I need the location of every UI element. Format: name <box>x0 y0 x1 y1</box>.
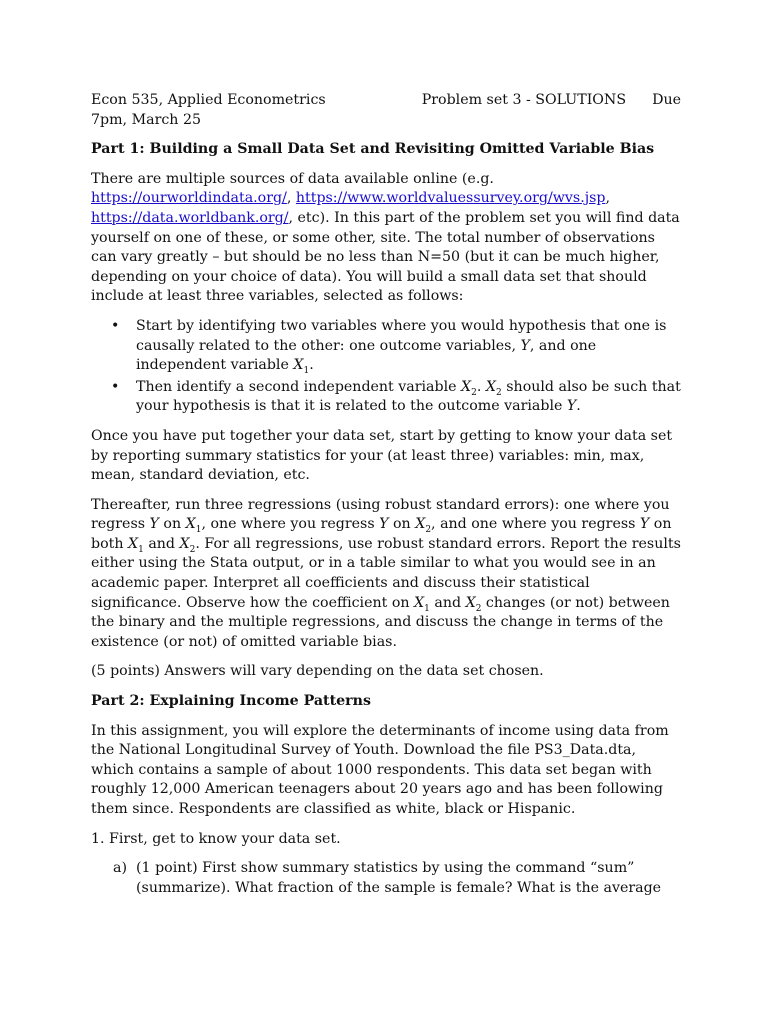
subpart-marker: a) <box>113 860 127 877</box>
due-label: Due <box>652 92 681 108</box>
question-1: 1. First, get to know your data set. <box>91 830 341 847</box>
regression-paragraph: Thereafter, run three regressions (using robust standard errors): one where you regress Y on $X_1$, one where you regress Y on $X_2$, and one where you regress Y on both $X_1$ and $X_2$. For all regressions, use robust standard errors. Report the results either using the Stata output, or in a table similar to what you would see in an academic paper. Interpret all coefficients and discuss their statistical significance. Observe how the coefficient on $X_1$ and $X_2$ changes (or not) between the binary and the multiple regressions, and discuss the change in terms of the existence (or not) of omitted variable bias. <box>91 496 681 650</box>
part1-intro: There are multiple sources of data available online (e.g. https://ourworldindata.org/, https://www.worldvaluessurvey.org/wvs.jsp, https://data.worldbank.org/, etc). In this part of the problem set you will find data yourself on one of these, or some other, site. The total number of observations can vary greatly – but should be no less than N=50 (but it can be much higher, depending on your choice of data). You will build a small data set that should include at least three variables, selected as follows: <box>91 170 680 305</box>
question-1-subparts <box>91 859 681 898</box>
link-worldvaluessurvey[interactable]: https://www.worldvaluessurvey.org/wvs.jsp <box>295 190 606 207</box>
part2-intro: In this assignment, you will explore the determinants of income using data from the National Longitudinal Survey of Youth. Download the file PS3_Data.dta, which contains a sample of about 1000 respondents. This data set began with roughly 12,000 American teenagers about 20 years ago and has been following them since. Respondents are classified as white, black or Hispanic. <box>91 722 669 817</box>
link-worldbank[interactable]: https://data.worldbank.org/ <box>91 209 289 226</box>
link-ourworldindata[interactable]: https://ourworldindata.org/ <box>91 190 287 207</box>
summary-statistics-paragraph: Once you have put together your data set, start by getting to know your data set by reporting summary statistics for your (at least three) variables: min, max, mean, standard deviation, etc. <box>91 427 673 484</box>
variable-selection-list <box>91 317 681 417</box>
document-header <box>91 91 681 111</box>
due-time: 7pm, March 25 <box>91 111 201 128</box>
subpart-text: (1 point) First show summary statistics by using the command “sum” (summarize). What fraction of the sample is female? What is the average <box>136 860 662 896</box>
part1-heading: Part 1: Building a Small Data Set and Revisiting Omitted Variable Bias <box>91 141 655 158</box>
list-item: • Then identify a second independent variable $X_2$. $X_2$ should also be such that your hypothesis is that it is related to the outcome variable Y. <box>111 378 681 415</box>
list-item <box>91 859 681 898</box>
problem-set-title: Problem set 3 - SOLUTIONS <box>421 92 627 108</box>
document-page <box>91 91 681 898</box>
course-title: Econ 535, Applied Econometrics <box>91 92 326 108</box>
bullet-icon: • <box>111 317 120 334</box>
list-item: • Start by identifying two variables where you would hypothesis that one is causally related to the other: one outcome variables, Y, and one independent variable $X_1$. <box>111 317 667 376</box>
part2-heading: Part 2: Explaining Income Patterns <box>91 693 371 710</box>
bullet-icon: • <box>111 378 120 395</box>
part1-answer: (5 points) Answers will vary depending on the data set chosen. <box>91 663 544 680</box>
